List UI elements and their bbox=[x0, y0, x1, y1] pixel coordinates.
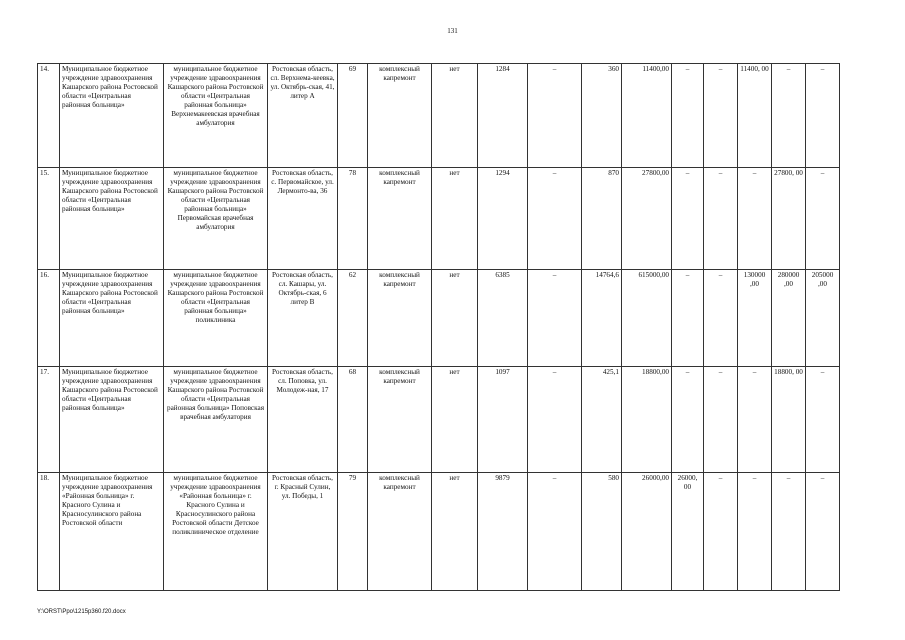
object-cell: муниципальное бюджетное учреждение здравоохранения Кашарского района Ростовской области «Центральная районная больница» Верхнемакеевская врачебная амбулатория bbox=[164, 64, 268, 168]
object-cell: муниципальное бюджетное учреждение здравоохранения Кашарского района Ростовской области «Центральная районная больница» Первомайская врачебная амбулатория bbox=[164, 168, 268, 270]
col10-cell: 425,1 bbox=[582, 367, 622, 473]
year1-cell: – bbox=[672, 168, 704, 270]
address-cell: Ростовская область, сл. Кашары, ул. Октябрь-ская, 6 литер В bbox=[268, 270, 338, 367]
year4-cell: 18800, 00 bbox=[772, 367, 806, 473]
flag-cell: нет bbox=[432, 168, 478, 270]
capital-repair-table bbox=[37, 63, 840, 591]
year4-cell: 27800, 00 bbox=[772, 168, 806, 270]
year4-cell: – bbox=[772, 64, 806, 168]
col10-cell: 360 bbox=[582, 64, 622, 168]
object-cell: муниципальное бюджетное учреждение здравоохранения Кашарского района Ростовской области «Центральная районная больница» поликлиника bbox=[164, 270, 268, 367]
year5-cell: – bbox=[806, 473, 840, 591]
work-type-cell: комплексный капремонт bbox=[368, 64, 432, 168]
table-row bbox=[38, 64, 840, 168]
footer-file-path: Y:\ORST\Ppo\1215p360.f20.docx bbox=[37, 609, 126, 615]
wear-cell: 68 bbox=[338, 367, 368, 473]
row-number: 15. bbox=[38, 168, 60, 270]
year1-cell: – bbox=[672, 270, 704, 367]
col10-cell: 870 bbox=[582, 168, 622, 270]
flag-cell: нет bbox=[432, 64, 478, 168]
cost-cell: 26000,00 bbox=[622, 473, 672, 591]
work-type-cell: комплексный капремонт bbox=[368, 473, 432, 591]
page-number: 131 bbox=[447, 27, 458, 35]
year2-cell: – bbox=[704, 168, 738, 270]
wear-cell: 78 bbox=[338, 168, 368, 270]
owner-cell: Муниципальное бюджетное учреждение здравоохранения «Районная больница» г. Красного Сулина и Красносулинского района Ростовской области bbox=[60, 473, 164, 591]
owner-cell: Муниципальное бюджетное учреждение здравоохранения Кашарского района Ростовской области «Центральная районная больница» bbox=[60, 270, 164, 367]
address-cell: Ростовская область, с. Первомайское, ул. Лермонто-ва, 36 bbox=[268, 168, 338, 270]
table-row bbox=[38, 473, 840, 591]
address-cell: Ростовская область, сл. Поповка, ул. Молодеж-ная, 17 bbox=[268, 367, 338, 473]
year2-cell: – bbox=[704, 64, 738, 168]
cost-cell: 27800,00 bbox=[622, 168, 672, 270]
address-cell: Ростовская область, сл. Верхнема-кеевка, ул. Октябрь-ская, 41, литер А bbox=[268, 64, 338, 168]
col9-cell: – bbox=[528, 473, 582, 591]
flag-cell: нет bbox=[432, 473, 478, 591]
year2-cell: – bbox=[704, 473, 738, 591]
owner-cell: Муниципальное бюджетное учреждение здравоохранения Кашарского района Ростовской области «Центральная районная больница» bbox=[60, 168, 164, 270]
col10-cell: 14764,6 bbox=[582, 270, 622, 367]
table-row bbox=[38, 270, 840, 367]
col9-cell: – bbox=[528, 367, 582, 473]
owner-cell: Муниципальное бюджетное учреждение здравоохранения Кашарского района Ростовской области «Центральная районная больница» bbox=[60, 367, 164, 473]
area-cell: 6385 bbox=[478, 270, 528, 367]
flag-cell: нет bbox=[432, 367, 478, 473]
year5-cell: – bbox=[806, 64, 840, 168]
wear-cell: 79 bbox=[338, 473, 368, 591]
row-number: 18. bbox=[38, 473, 60, 591]
owner-cell: Муниципальное бюджетное учреждение здравоохранения Кашарского района Ростовской области «Центральная районная больница» bbox=[60, 64, 164, 168]
area-cell: 1294 bbox=[478, 168, 528, 270]
work-type-cell: комплексный капремонт bbox=[368, 270, 432, 367]
object-cell: муниципальное бюджетное учреждение здравоохранения Кашарского района Ростовской области «Центральная районная больница» Поповская врачебная амбулатория bbox=[164, 367, 268, 473]
col9-cell: – bbox=[528, 270, 582, 367]
work-type-cell: комплексный капремонт bbox=[368, 367, 432, 473]
wear-cell: 62 bbox=[338, 270, 368, 367]
cost-cell: 615000,00 bbox=[622, 270, 672, 367]
year1-cell: – bbox=[672, 64, 704, 168]
col9-cell: – bbox=[528, 64, 582, 168]
year4-cell: – bbox=[772, 473, 806, 591]
row-number: 16. bbox=[38, 270, 60, 367]
address-cell: Ростовская область, г. Красный Сулин, ул. Победы, 1 bbox=[268, 473, 338, 591]
year2-cell: – bbox=[704, 367, 738, 473]
wear-cell: 69 bbox=[338, 64, 368, 168]
work-type-cell: комплексный капремонт bbox=[368, 168, 432, 270]
year3-cell: – bbox=[738, 168, 772, 270]
row-number: 17. bbox=[38, 367, 60, 473]
cost-cell: 18800,00 bbox=[622, 367, 672, 473]
year5-cell: 205000 ,00 bbox=[806, 270, 840, 367]
area-cell: 1284 bbox=[478, 64, 528, 168]
object-cell: муниципальное бюджетное учреждение здравоохранения «Районная больница» г. Красного Сулина и Красносулинского района Ростовской области Детское поликлиническое отделение bbox=[164, 473, 268, 591]
year5-cell: – bbox=[806, 367, 840, 473]
year1-cell: – bbox=[672, 367, 704, 473]
col9-cell: – bbox=[528, 168, 582, 270]
cost-cell: 11400,00 bbox=[622, 64, 672, 168]
flag-cell: нет bbox=[432, 270, 478, 367]
year1-cell: 26000, 00 bbox=[672, 473, 704, 591]
year3-cell: 11400, 00 bbox=[738, 64, 772, 168]
area-cell: 9879 bbox=[478, 473, 528, 591]
year3-cell: – bbox=[738, 367, 772, 473]
table-row bbox=[38, 367, 840, 473]
year5-cell: – bbox=[806, 168, 840, 270]
table-row bbox=[38, 168, 840, 270]
col10-cell: 580 bbox=[582, 473, 622, 591]
year3-cell: 130000 ,00 bbox=[738, 270, 772, 367]
year3-cell: – bbox=[738, 473, 772, 591]
row-number: 14. bbox=[38, 64, 60, 168]
year4-cell: 280000 ,00 bbox=[772, 270, 806, 367]
year2-cell: – bbox=[704, 270, 738, 367]
area-cell: 1097 bbox=[478, 367, 528, 473]
